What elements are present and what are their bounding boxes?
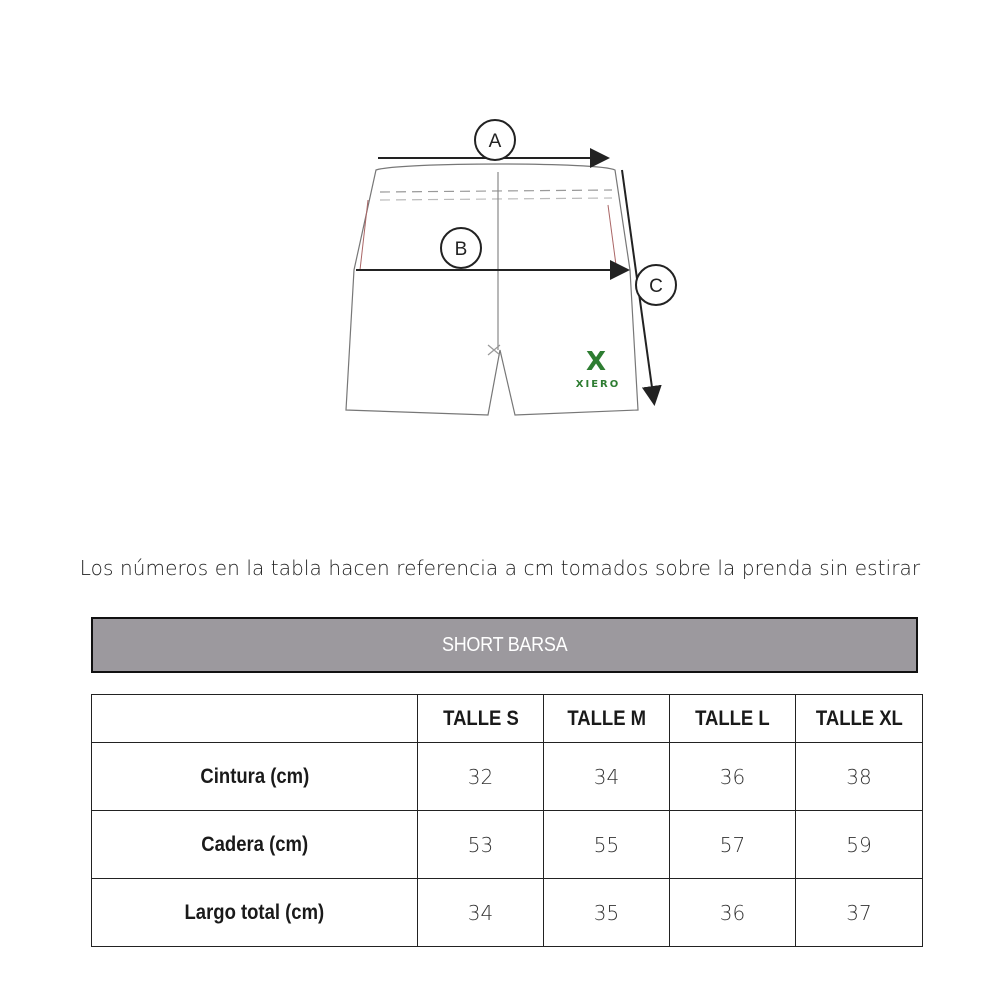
cell-value: 38 <box>796 743 923 811</box>
cell-value: 34 <box>544 743 670 811</box>
header-talle-l: TALLE L <box>670 695 796 743</box>
row-label-cintura: Cintura (cm) <box>92 743 418 811</box>
svg-text:XIERO: XIERO <box>575 379 621 390</box>
header-talle-xl: TALLE XL <box>796 695 923 743</box>
cell-value: 59 <box>796 811 923 879</box>
table-title: SHORT BARSA <box>441 633 568 656</box>
header-talle-m: TALLE M <box>544 695 670 743</box>
shorts-outline <box>346 164 638 415</box>
cell-value: 36 <box>670 879 796 947</box>
label-a-circle <box>475 120 515 160</box>
label-b-text: B <box>454 239 468 260</box>
table-row <box>92 743 923 811</box>
size-table <box>91 694 923 947</box>
header-empty-cell <box>92 695 418 743</box>
label-c-circle <box>636 265 676 305</box>
label-b-circle <box>441 228 481 268</box>
cell-value: 34 <box>418 879 544 947</box>
cell-value: 55 <box>544 811 670 879</box>
brand-logo <box>576 347 620 390</box>
row-label-cadera: Cadera (cm) <box>92 811 418 879</box>
table-row <box>92 811 923 879</box>
header-talle-s: TALLE S <box>418 695 544 743</box>
cell-value: 53 <box>418 811 544 879</box>
table-title-banner <box>91 617 918 673</box>
cell-value: 57 <box>670 811 796 879</box>
cell-value: 37 <box>796 879 923 947</box>
row-label-largo-total: Largo total (cm) <box>92 879 418 947</box>
table-header-row <box>92 695 923 743</box>
shorts-measurement-diagram <box>340 110 690 430</box>
label-a-text: A <box>488 131 502 152</box>
svg-text:X: X <box>585 347 607 377</box>
cell-value: 36 <box>670 743 796 811</box>
label-c-text: C <box>649 276 663 297</box>
size-note-caption: Los números en la tabla hacen referencia a cm tomados sobre la prenda sin estirar <box>79 556 921 580</box>
table-row <box>92 879 923 947</box>
cell-value: 32 <box>418 743 544 811</box>
cell-value: 35 <box>544 879 670 947</box>
